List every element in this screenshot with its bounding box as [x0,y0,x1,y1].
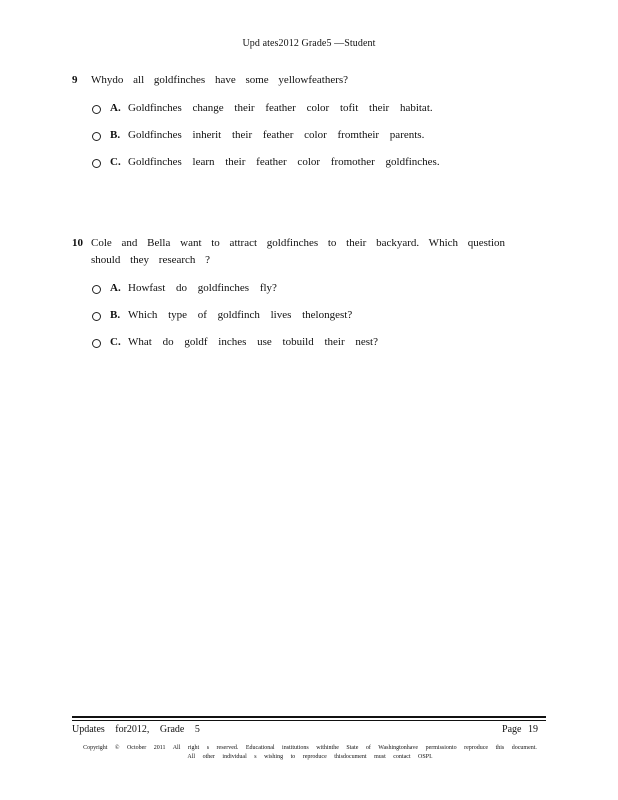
footer-title: Updates for2012, Grade 5 [72,724,200,735]
option-letter: C. [110,156,121,168]
page-number: Page 19 [502,724,538,735]
answer-option-10b[interactable] [92,309,378,336]
question-9-options [92,102,440,183]
radio-circle-icon[interactable] [92,105,101,114]
footer-rule-thin [72,720,546,721]
footer-rule [72,716,546,718]
option-letter: B. [110,309,121,321]
radio-circle-icon[interactable] [92,339,101,348]
question-text: Whydo all goldfinches have some yellowfeathers? [91,74,349,86]
option-text: Goldfinches change their feather color tofit their habitat. [128,102,433,114]
option-text: Goldfinches learn their feather color fromother goldfinches. [128,156,440,168]
question-10-options [92,282,378,363]
question-number: 10 [72,237,83,249]
option-text: Howfast do goldfinches fly? [128,282,277,294]
question-9 [72,72,532,89]
answer-option-10c[interactable] [92,336,378,363]
option-letter: A. [110,102,121,114]
option-letter: B. [110,129,121,141]
answer-option-10a[interactable] [92,282,378,309]
option-text: Goldfinches inherit their feather color fromtheir parents. [128,129,425,141]
radio-circle-icon[interactable] [92,132,101,141]
copyright-notice: Copyright © October 2011 All right s reserved. Educational institutions withinthe State of Washingtonhave permissionto reproduce this document. All other individual s wishing to reproduce thisdocument must contact OSPI. [83,745,537,760]
option-text: What do goldf inches use tobuild their nest? [128,336,378,348]
radio-circle-icon[interactable] [92,312,101,321]
answer-option-9a[interactable] [92,102,440,129]
page-header: Upd ates2012 Grade5 —Student [242,38,376,49]
question-10 [72,235,532,269]
option-letter: A. [110,282,121,294]
option-letter: C. [110,336,121,348]
option-text: Which type of goldfinch lives thelongest? [128,309,353,321]
radio-circle-icon[interactable] [92,285,101,294]
answer-option-9b[interactable] [92,129,440,156]
answer-option-9c[interactable] [92,156,440,183]
radio-circle-icon[interactable] [92,159,101,168]
question-text: Cole and Bella want to attract goldfinches to their backyard. Which question should they research ? [91,237,506,266]
question-number: 9 [72,74,78,86]
